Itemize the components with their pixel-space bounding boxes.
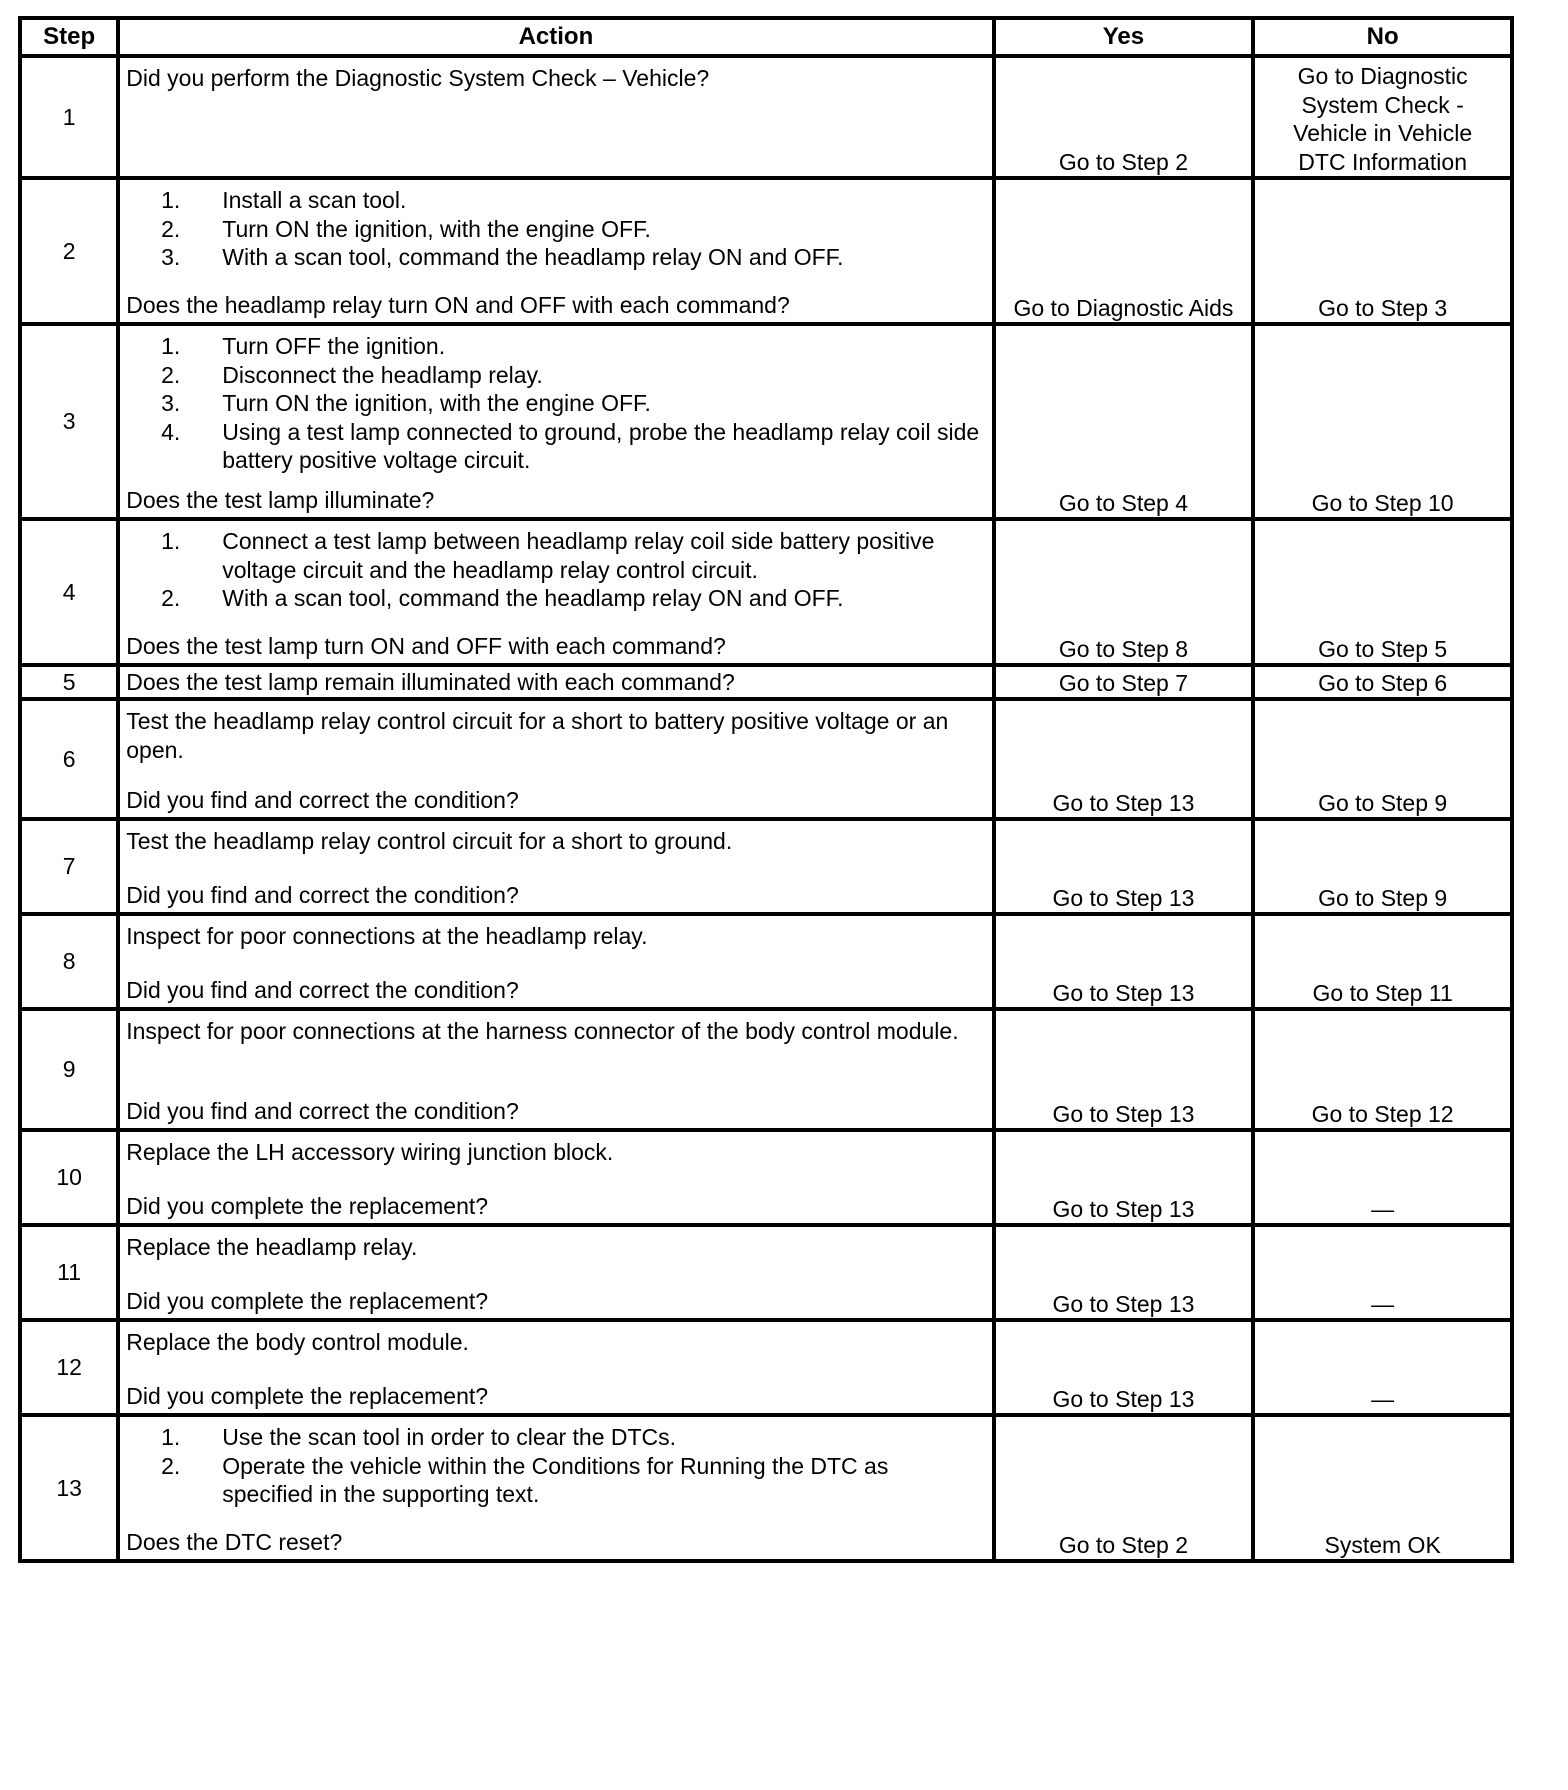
action-cell <box>118 324 993 519</box>
action-question: Did you complete the replacement? <box>126 1382 489 1409</box>
action-text: Inspect for poor connections at the headlamp relay. <box>126 923 648 949</box>
list-item-text: With a scan tool, command the headlamp relay ON and OFF. <box>222 244 844 270</box>
step-number: 12 <box>20 1320 118 1415</box>
header-yes: Yes <box>994 18 1254 56</box>
action-question: Does the headlamp relay turn ON and OFF with each command? <box>126 291 790 318</box>
step-number: 10 <box>20 1130 118 1225</box>
list-item-text: With a scan tool, command the headlamp relay ON and OFF. <box>222 585 844 611</box>
list-item-text: Connect a test lamp between headlamp relay coil side battery positive voltage circuit and the headlamp relay control circuit. <box>222 528 935 583</box>
list-item-text: Install a scan tool. <box>222 187 407 213</box>
no-outcome: Go to Step 9 <box>1253 819 1512 914</box>
yes-outcome: Go to Step 13 <box>994 1225 1254 1320</box>
step-number: 5 <box>20 665 118 699</box>
action-text: Replace the headlamp relay. <box>126 1234 418 1260</box>
header-step: Step <box>20 18 118 56</box>
list-item-number: 1. <box>161 187 181 213</box>
action-cell <box>118 178 993 324</box>
yes-outcome: Go to Step 13 <box>994 819 1254 914</box>
table-header-row <box>20 18 1512 56</box>
list-item-number: 1. <box>161 1424 181 1450</box>
yes-outcome: Go to Step 4 <box>994 324 1254 519</box>
list-item <box>126 361 981 390</box>
step-number: 8 <box>20 914 118 1009</box>
action-cell <box>118 1225 993 1320</box>
action-cell <box>118 56 993 178</box>
list-item-number: 1. <box>161 528 181 554</box>
no-outcome: Go to Step 12 <box>1253 1009 1512 1130</box>
list-item-number: 1. <box>161 333 181 359</box>
step-number: 1 <box>20 56 118 178</box>
no-outcome: Go to Step 5 <box>1253 519 1512 665</box>
table-row <box>20 1320 1512 1415</box>
list-item-text: Use the scan tool in order to clear the DTCs. <box>222 1424 677 1450</box>
list-item-text: Turn ON the ignition, with the engine OFF. <box>222 215 651 242</box>
step-number: 9 <box>20 1009 118 1130</box>
list-item <box>126 215 981 244</box>
action-text: Test the headlamp relay control circuit for a short to ground. <box>126 828 733 854</box>
yes-outcome: Go to Step 13 <box>994 1130 1254 1225</box>
action-steps-list <box>126 186 981 272</box>
action-question: Does the test lamp remain illuminated with each command? <box>126 668 735 695</box>
no-outcome: — <box>1253 1130 1512 1225</box>
list-item <box>126 389 981 418</box>
action-question: Did you find and correct the condition? <box>126 786 519 813</box>
list-item <box>126 332 981 361</box>
action-steps-list <box>126 332 981 475</box>
action-question: Did you complete the replacement? <box>126 1192 489 1219</box>
action-text: Replace the body control module. <box>126 1329 469 1355</box>
table-row <box>20 665 1512 699</box>
table-row <box>20 1415 1512 1561</box>
action-text: Did you perform the Diagnostic System Check – Vehicle? <box>126 65 710 91</box>
table-row <box>20 819 1512 914</box>
action-question: Does the test lamp illuminate? <box>126 486 435 513</box>
action-steps-list <box>126 1423 981 1509</box>
no-outcome: — <box>1253 1225 1512 1320</box>
list-item-text: Turn OFF the ignition. <box>222 333 446 359</box>
action-text: Inspect for poor connections at the harness connector of the body control module. <box>126 1018 959 1044</box>
action-text: Test the headlamp relay control circuit for a short to battery positive voltage or an open. <box>126 708 949 763</box>
header-no: No <box>1253 18 1512 56</box>
step-number: 11 <box>20 1225 118 1320</box>
no-outcome: Go to Step 3 <box>1253 178 1512 324</box>
action-cell <box>118 1009 993 1130</box>
table-row <box>20 1225 1512 1320</box>
action-question: Did you complete the replacement? <box>126 1287 489 1314</box>
header-action: Action <box>118 18 993 56</box>
step-number: 3 <box>20 324 118 519</box>
yes-outcome: Go to Step 13 <box>994 1320 1254 1415</box>
no-outcome: Go to Step 11 <box>1253 914 1512 1009</box>
step-number: 6 <box>20 699 118 819</box>
action-question: Does the DTC reset? <box>126 1528 343 1555</box>
action-cell <box>118 665 993 699</box>
action-cell <box>118 699 993 819</box>
yes-outcome: Go to Step 13 <box>994 699 1254 819</box>
step-number: 7 <box>20 819 118 914</box>
table-body <box>20 56 1512 1561</box>
no-outcome: Go to Step 6 <box>1253 665 1512 699</box>
table-row <box>20 56 1512 178</box>
yes-outcome: Go to Step 2 <box>994 1415 1254 1561</box>
yes-outcome: Go to Step 13 <box>994 914 1254 1009</box>
action-cell <box>118 1415 993 1561</box>
action-text: Replace the LH accessory wiring junction block. <box>126 1139 614 1165</box>
yes-outcome: Go to Diagnostic Aids <box>994 178 1254 324</box>
list-item <box>126 186 981 215</box>
list-item-number: 3. <box>161 244 181 270</box>
table-row <box>20 1130 1512 1225</box>
list-item <box>126 418 981 475</box>
action-steps-list <box>126 527 981 613</box>
step-number: 4 <box>20 519 118 665</box>
action-cell <box>118 819 993 914</box>
list-item-number: 2. <box>161 361 181 388</box>
table-row <box>20 914 1512 1009</box>
list-item <box>126 584 981 613</box>
yes-outcome: Go to Step 8 <box>994 519 1254 665</box>
step-number: 13 <box>20 1415 118 1561</box>
table-row <box>20 178 1512 324</box>
yes-outcome: Go to Step 2 <box>994 56 1254 178</box>
list-item-number: 3. <box>161 390 181 416</box>
list-item-text: Disconnect the headlamp relay. <box>222 361 543 388</box>
step-number: 2 <box>20 178 118 324</box>
action-question: Did you find and correct the condition? <box>126 976 519 1003</box>
table-row <box>20 699 1512 819</box>
list-item <box>126 243 981 272</box>
list-item-number: 2. <box>161 215 181 242</box>
action-question: Does the test lamp turn ON and OFF with each command? <box>126 632 726 659</box>
no-outcome: Go to Step 10 <box>1253 324 1512 519</box>
no-outcome: Go to Diagnostic System Check - Vehicle in Vehicle DTC Information <box>1253 56 1512 178</box>
list-item-number: 4. <box>161 418 181 445</box>
yes-outcome: Go to Step 7 <box>994 665 1254 699</box>
list-item <box>126 527 981 584</box>
no-outcome: Go to Step 9 <box>1253 699 1512 819</box>
list-item <box>126 1423 981 1452</box>
list-item-text: Operate the vehicle within the Conditions for Running the DTC as specified in the supporting text. <box>222 1452 889 1507</box>
no-outcome: — <box>1253 1320 1512 1415</box>
action-cell <box>118 1320 993 1415</box>
table-row <box>20 1009 1512 1130</box>
action-cell <box>118 914 993 1009</box>
action-question: Did you find and correct the condition? <box>126 881 519 908</box>
no-outcome: System OK <box>1253 1415 1512 1561</box>
list-item <box>126 1452 981 1509</box>
action-question: Did you find and correct the condition? <box>126 1097 519 1124</box>
action-cell <box>118 519 993 665</box>
list-item-number: 2. <box>161 1452 181 1479</box>
table-row <box>20 324 1512 519</box>
diagnostic-table <box>18 16 1514 1563</box>
list-item-text: Turn ON the ignition, with the engine OFF. <box>222 390 651 416</box>
action-cell <box>118 1130 993 1225</box>
list-item-number: 2. <box>161 585 181 611</box>
table-row <box>20 519 1512 665</box>
list-item-text: Using a test lamp connected to ground, probe the headlamp relay coil side battery positive voltage circuit. <box>222 418 980 473</box>
yes-outcome: Go to Step 13 <box>994 1009 1254 1130</box>
